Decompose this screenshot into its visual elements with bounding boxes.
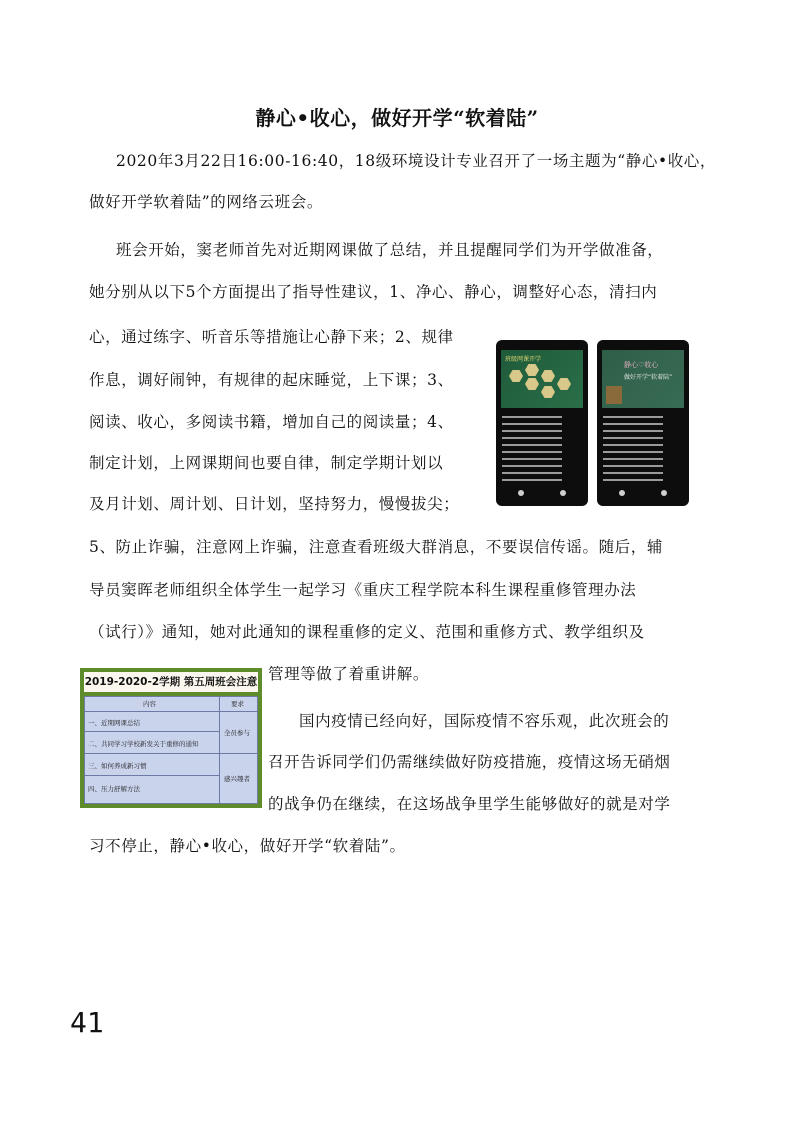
meeting-slide-right bbox=[602, 350, 684, 408]
hangup-icon bbox=[661, 490, 667, 496]
participant-list bbox=[502, 416, 562, 486]
paragraph-line: 做好开学软着陆”的网络云班会。 bbox=[89, 193, 323, 211]
paragraph-line: 心，通过练字、听音乐等措施让心静下来；2、规律 bbox=[89, 328, 454, 346]
requirement-cell: 全员参与 bbox=[224, 729, 250, 737]
page-number: 41 bbox=[70, 1006, 104, 1039]
hexagon-image bbox=[541, 370, 555, 382]
hexagon-image bbox=[525, 378, 539, 390]
slide-subtitle: 做好开学“软着陆” bbox=[624, 374, 673, 381]
notice-heading: 2019-2020-2学期 第五周班会注意 bbox=[84, 672, 258, 692]
hexagon-image bbox=[541, 386, 555, 398]
article-title: 静心•收心，做好开学“软着陆” bbox=[255, 106, 539, 130]
hexagon-image bbox=[509, 370, 523, 382]
paragraph-line: 2020年3月22日16:00-16:40，18级环境设计专业召开了一场主题为“静心•收心， bbox=[116, 152, 716, 170]
table-divider bbox=[85, 711, 257, 712]
paragraph-line: 导员窦晖老师组织全体学生一起学习《重庆工程学院本科生课程重修管理办法 bbox=[89, 581, 637, 599]
paragraph-line: 她分别从以下5个方面提出了指导性建议，1、净心、静心，调整好心态，清扫内 bbox=[89, 283, 658, 301]
paragraph-line: 5、防止诈骗，注意网上诈骗，注意查看班级大群消息，不要误信传谣。随后，辅 bbox=[89, 538, 663, 556]
paragraph-line: 的战争仍在继续，在这场战争里学生能够做好的就是对学 bbox=[268, 795, 671, 813]
paragraph-line: （试行）》通知，她对此通知的课程重修的定义、范围和重修方式、教学组织及 bbox=[89, 623, 645, 641]
table-row: 四、压力舒解方法 bbox=[88, 785, 140, 793]
paragraph-line: 习不停止，静心•收心，做好开学“软着陆”。 bbox=[89, 837, 406, 855]
table-divider bbox=[85, 731, 219, 732]
column-header: 内容 bbox=[143, 700, 156, 708]
call-controls bbox=[496, 490, 588, 498]
paragraph-line: 及月计划、周计划、日计划，坚持努力，慢慢拔尖； bbox=[89, 495, 460, 513]
mic-icon bbox=[518, 490, 524, 496]
participant-list bbox=[603, 416, 663, 486]
phone-screenshot-right bbox=[597, 340, 689, 506]
table-row: 二、共同学习学校新发关于重修的通知 bbox=[88, 740, 199, 748]
slide-title: 班级网课开学 bbox=[505, 356, 542, 363]
phone-screenshot-left bbox=[496, 340, 588, 506]
paragraph-line: 班会开始，窦老师首先对近期网课做了总结，并且提醒同学们为开学做准备， bbox=[116, 241, 664, 259]
books-icon bbox=[606, 386, 622, 404]
table-row: 三、如何养成新习惯 bbox=[88, 762, 147, 770]
column-header: 要求 bbox=[231, 700, 244, 708]
paragraph-line: 管理等做了着重讲解。 bbox=[268, 665, 430, 683]
call-controls bbox=[597, 490, 689, 498]
meeting-notice-image bbox=[80, 668, 262, 808]
mic-icon bbox=[619, 490, 625, 496]
notice-table bbox=[84, 696, 258, 804]
table-divider bbox=[85, 775, 219, 776]
hangup-icon bbox=[560, 490, 566, 496]
hexagon-image bbox=[525, 364, 539, 376]
hexagon-image bbox=[557, 378, 571, 390]
paragraph-line: 制定计划，上网课期间也要自律，制定学期计划以 bbox=[89, 454, 444, 472]
paragraph-line: 阅读、收心，多阅读书籍，增加自己的阅读量；4、 bbox=[89, 413, 454, 431]
table-divider bbox=[85, 753, 257, 754]
paragraph-line: 作息，调好闹钟，有规律的起床睡觉，上下课；3、 bbox=[89, 371, 454, 389]
table-row: 一、近期网课总结 bbox=[88, 719, 140, 727]
paragraph-line: 召开告诉同学们仍需继续做好防疫措施，疫情这场无硝烟 bbox=[268, 753, 671, 771]
table-divider bbox=[219, 697, 220, 803]
requirement-cell: 感兴趣者 bbox=[224, 775, 250, 783]
paragraph-line: 国内疫情已经向好，国际疫情不容乐观，此次班会的 bbox=[299, 712, 670, 730]
meeting-slide-left bbox=[501, 350, 583, 408]
slide-title: 静心♡收心 bbox=[624, 361, 659, 369]
